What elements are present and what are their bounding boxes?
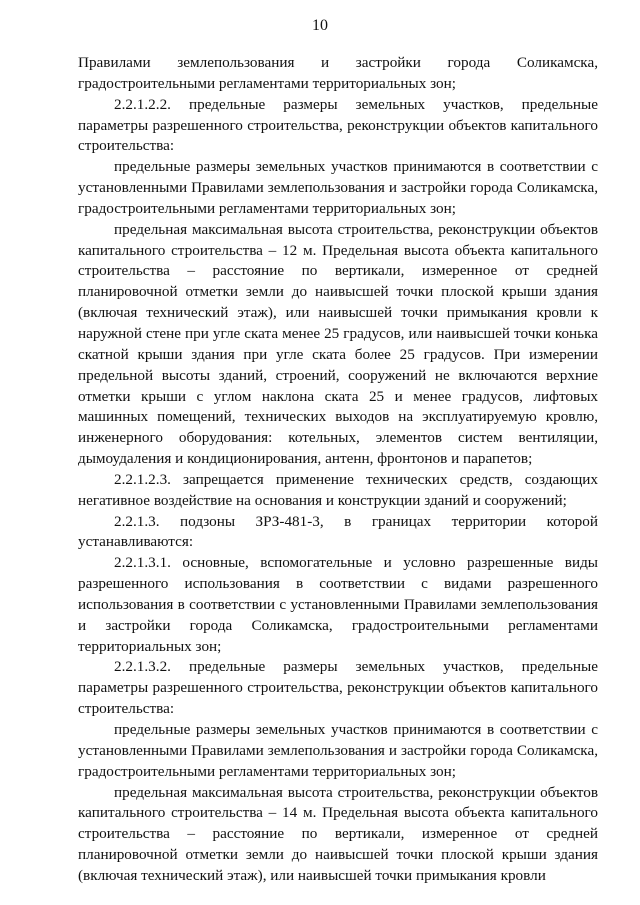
paragraph-plot-sizes: предельные размеры земельных участков принимаются в соответствии с установленными Правилами землепользования и застройки города Соликамска, градостроительными регламентами территориальных зон; [78, 158, 598, 217]
paragraph-2-2-1-3-1: 2.2.1.3.1. основные, вспомогательные и условно разрешенные виды разрешенного использования в соответствии с видами разрешенного использования в соответствии с установленными Правилами землепользования и застройки города Соликамска, градостроительными регламентами территориальных зон; [78, 554, 598, 655]
paragraph-2-2-1-3-2: 2.2.1.3.2. предельные размеры земельных участков, предельные параметры разрешенного строительства, реконструкции объектов капитального строительства: [78, 658, 598, 718]
paragraph-max-height-12m: предельная максимальная высота строительства, реконструкции объектов капитального строительства – 12 м. Предельная высота объекта капитального строительства – расстояние по вертикали, измеренное от средней планировочной отметки земли до наивысшей точки плоской крыши здания (включая технический этаж), или наивысшей точки примыкания кровли к наружной стене при угле ската менее 25 градусов, или наивысшей точки конька скатной крыши здания при угле ската более 25 градусов. При измерении предельной высоты зданий, строений, сооружений не включаются верхние отметки крыши с углом наклона ската 25 и менее градусов, лифтовых машинных помещений, технических выходов на эксплуатируемую кровлю, инженерного оборудования: котельных, элементов систем вентиляции, дымоудаления и кондиционирования, антенн, фронтонов и парапетов; [78, 220, 598, 468]
paragraph-2-2-1-3: 2.2.1.3. подзоны ЗРЗ-481-3, в границах территории которой устанавливаются: [78, 512, 598, 551]
paragraph-2-2-1-2-3: 2.2.1.2.3. запрещается применение технических средств, создающих негативное воздействие на основания и конструкции зданий и сооружений; [78, 470, 598, 509]
paragraph-2-2-1-2-2: 2.2.1.2.2. предельные размеры земельных участков, предельные параметры разрешенного строительства, реконструкции объектов капитального строительства: [78, 95, 598, 155]
paragraph-continued: Правилами землепользования и застройки города Соликамска, градостроительными регламентами территориальных зон; [78, 54, 598, 92]
document-body [78, 53, 598, 887]
paragraph-plot-sizes-2: предельные размеры земельных участков принимаются в соответствии с установленными Правилами землепользования и застройки города Соликамска, градостроительными регламентами территориальных зон; [78, 721, 598, 780]
paragraph-max-height-14m: предельная максимальная высота строительства, реконструкции объектов капитального строительства – 14 м. Предельная высота объекта капитального строительства – расстояние по вертикали, измеренное от средней планировочной отметки земли до наивысшей точки плоской крыши здания (включая технический этаж), или наивысшей точки примыкания кровли [78, 783, 598, 884]
page-number: 10 [312, 17, 328, 34]
